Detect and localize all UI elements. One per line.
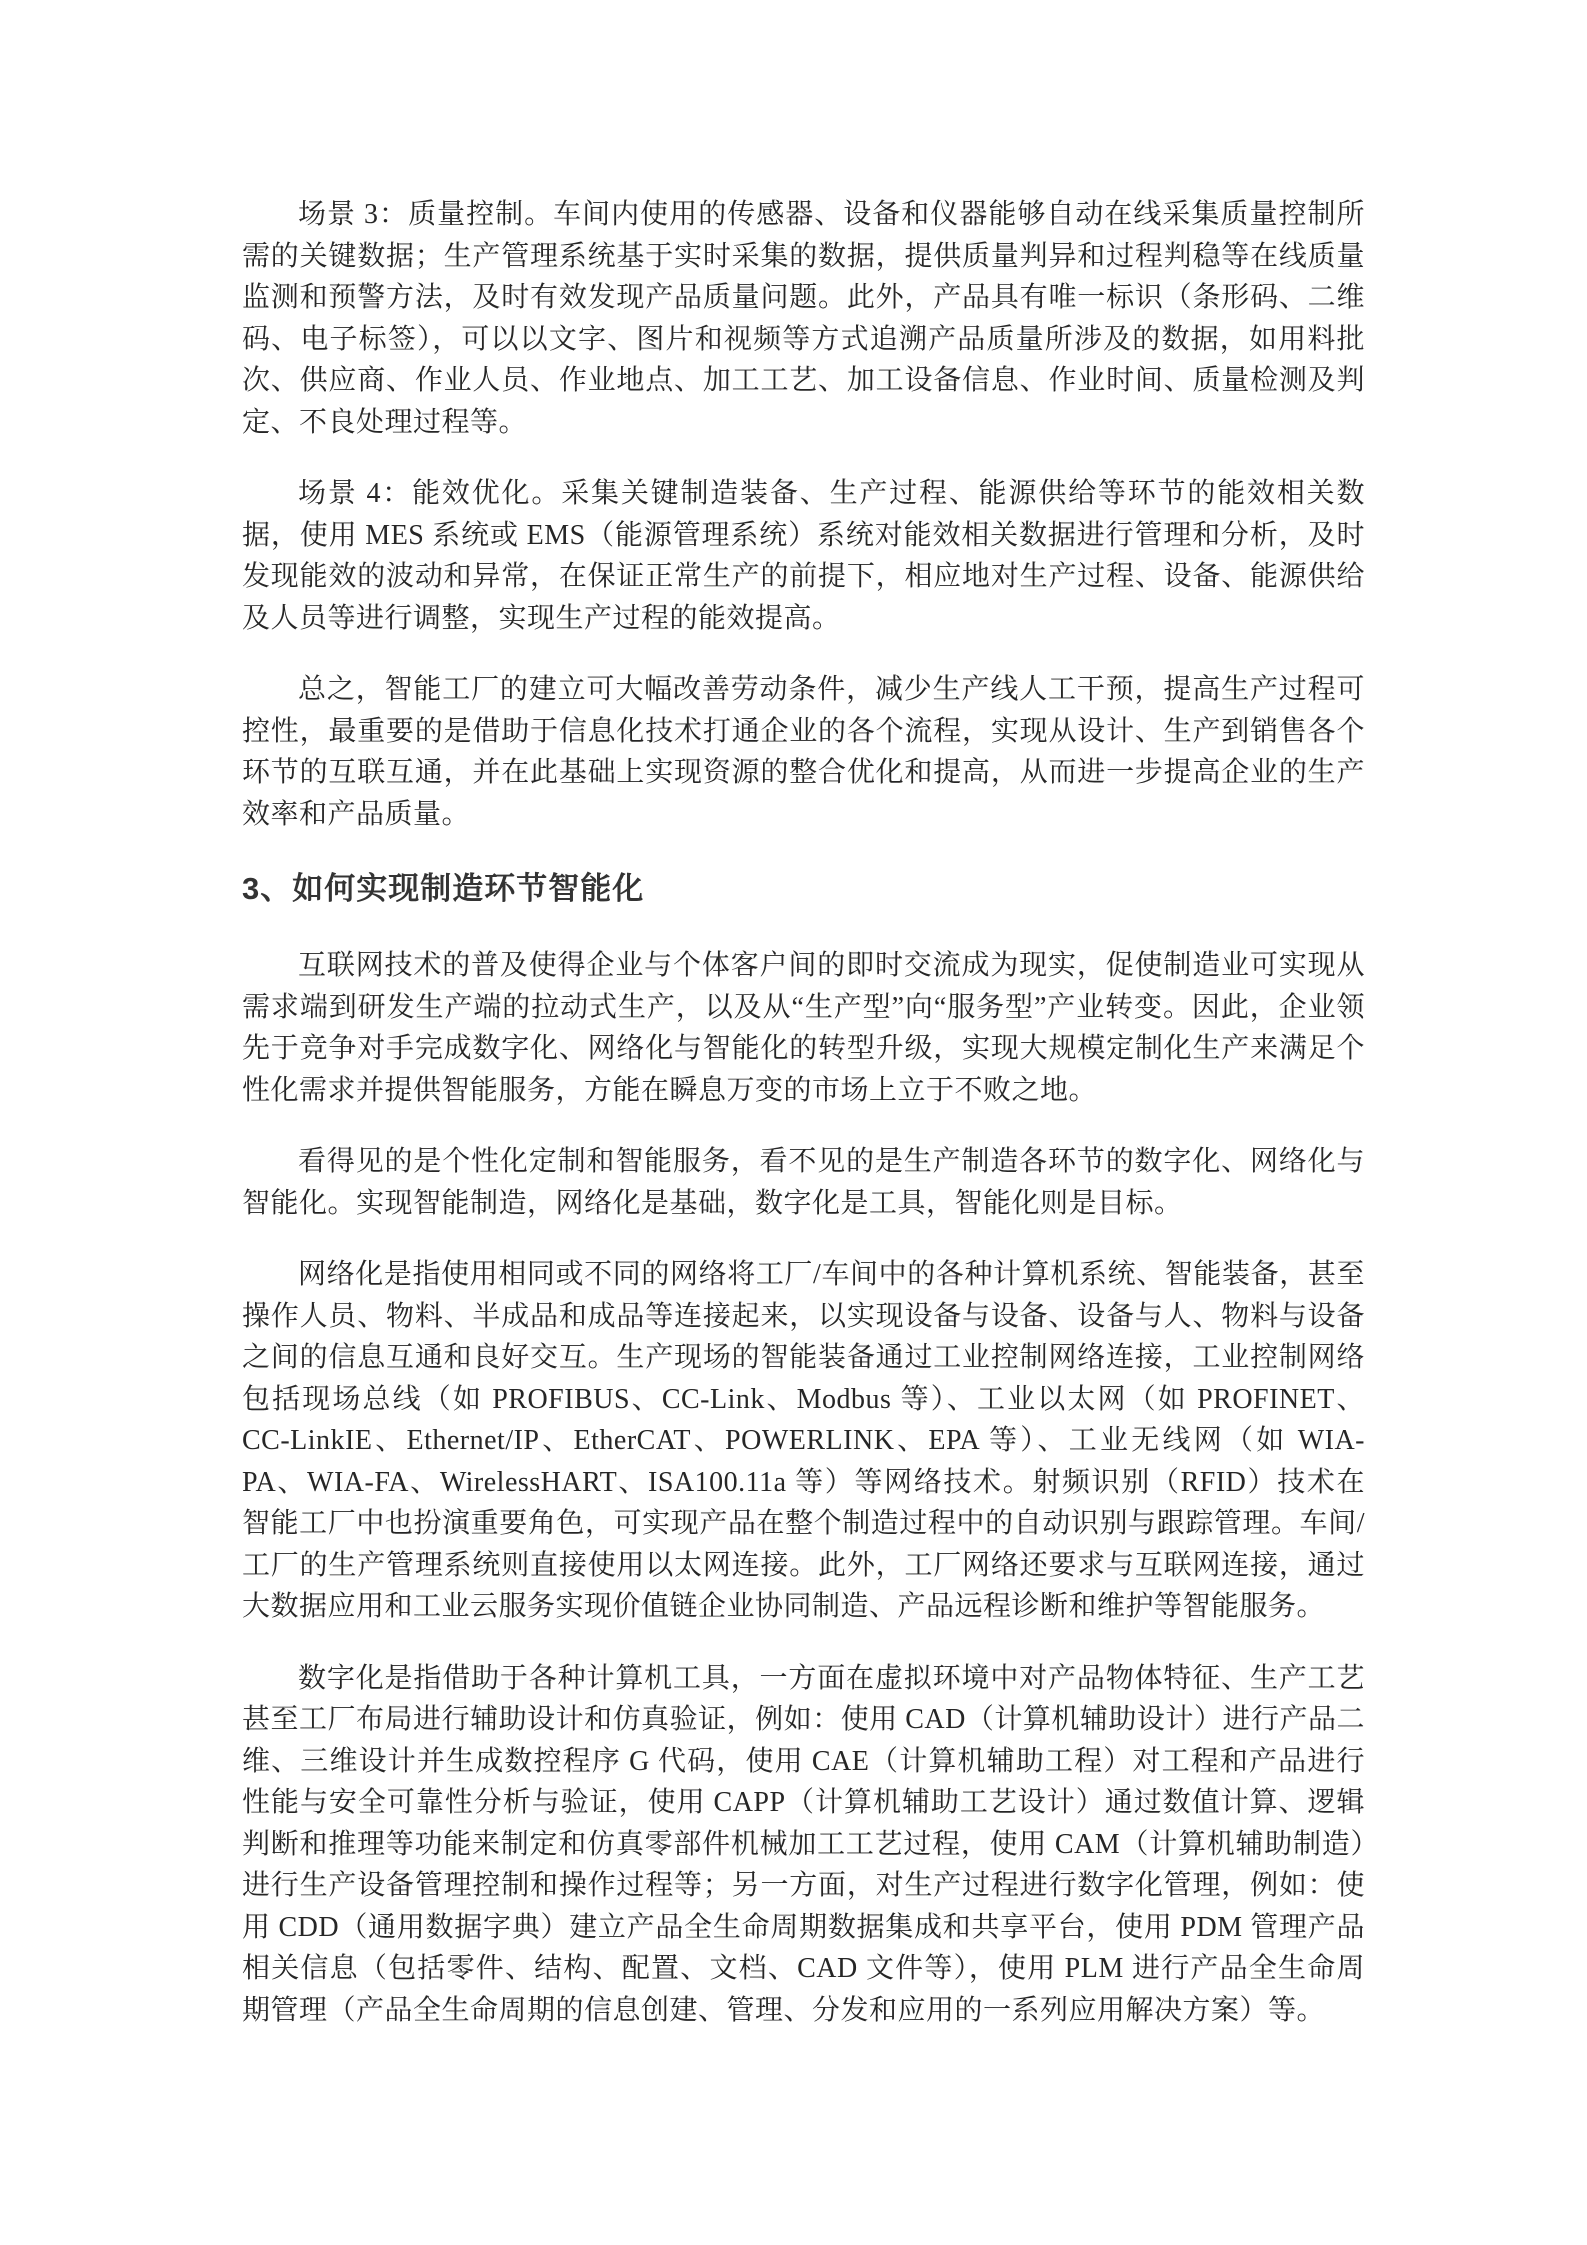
paragraph-visible-invisible-digitalization: 看得见的是个性化定制和智能服务，看不见的是生产制造各环节的数字化、网络化与智能化。实现智能制造，网络化是基础，数字化是工具，智能化则是目标。: [242, 1146, 1365, 1219]
paragraph-networking-definition: 网络化是指使用相同或不同的网络将工厂/车间中的各种计算机系统、智能装备，甚至操作人员、物料、半成品和成品等连接起来，以实现设备与设备、设备与人、物料与设备之间的信息互通和良好交互。生产现场的智能装备通过工业控制网络连接，工业控制网络包括现场总线（如 PROFIBUS、CC-Link、Modbus 等）、工业以太网（如 PROFINET、CC-LinkIE、Ethernet/IP、EtherCAT、POWERLINK、EPA 等）、工业无线网（如 WIA-PA、WIA-FA、WirelessHART、ISA100.11a 等）等网络技术。射频识别（RFID）技术在智能工厂中也扮演重要角色，可实现产品在整个制造过程中的自动识别与跟踪管理。车间/工厂的生产管理系统则直接使用以太网连接。此外，工厂网络还要求与互联网连接，通过大数据应用和工业云服务实现价值链企业协同制造、产品远程诊断和维护等智能服务。: [242, 1259, 1365, 1622]
section-heading-how-to-realize-intelligent-manufacturing: 3、如何实现制造环节智能化: [242, 871, 645, 906]
paragraph-scene4-energy-optimization: 场景 4：能效优化。采集关键制造装备、生产过程、能源供给等环节的能效相关数据，使用 MES 系统或 EMS（能源管理系统）系统对能效相关数据进行管理和分析，及时发现能效的波动和异常，在保证正常生产的前提下，相应地对生产过程、设备、能源供给及人员等进行调整，实现生产过程的能效提高。: [242, 478, 1365, 634]
paragraph-digitization-definition: 数字化是指借助于各种计算机工具，一方面在虚拟环境中对产品物体特征、生产工艺甚至工厂布局进行辅助设计和仿真验证，例如：使用 CAD（计算机辅助设计）进行产品二维、三维设计并生成数控程序 G 代码，使用 CAE（计算机辅助工程）对工程和产品进行性能与安全可靠性分析与验证，使用 CAPP（计算机辅助工艺设计）通过数值计算、逻辑判断和推理等功能来制定和仿真零部件机械加工工艺过程，使用 CAM（计算机辅助制造）进行生产设备管理控制和操作过程等；另一方面，对生产过程进行数字化管理，例如：使用 CDD（通用数据字典）建立产品全生命周期数据集成和共享平台，使用 PDM 管理产品相关信息（包括零件、结构、配置、文档、CAD 文件等），使用 PLM 进行产品全生命周期管理（产品全生命周期的信息创建、管理、分发和应用的一系列应用解决方案）等。: [242, 1662, 1365, 2026]
document-body: [242, 194, 1365, 2061]
paragraph-internet-pull-production: 互联网技术的普及使得企业与个体客户间的即时交流成为现实，促使制造业可实现从需求端到研发生产端的拉动式生产，以及从“生产型”向“服务型”产业转变。因此，企业领先于竞争对手完成数字化、网络化与智能化的转型升级，实现大规模定制化生产来满足个性化需求并提供智能服务，方能在瞬息万变的市场上立于不败之地。: [242, 950, 1365, 1106]
paragraph-scene3-quality-control: 场景 3：质量控制。车间内使用的传感器、设备和仪器能够自动在线采集质量控制所需的关键数据；生产管理系统基于实时采集的数据，提供质量判异和过程判稳等在线质量监测和预警方法，及时有效发现产品质量问题。此外，产品具有唯一标识（条形码、二维码、电子标签），可以以文字、图片和视频等方式追溯产品质量所涉及的数据，如用料批次、供应商、作业人员、作业地点、加工工艺、加工设备信息、作业时间、质量检测及判定、不良处理过程等。: [242, 199, 1365, 438]
paragraph-smart-factory-summary: 总之，智能工厂的建立可大幅改善劳动条件，减少生产线人工干预，提高生产过程可控性，最重要的是借助于信息化技术打通企业的各个流程，实现从设计、生产到销售各个环节的互联互通，并在此基础上实现资源的整合优化和提高，从而进一步提高企业的生产效率和产品质量。: [242, 674, 1365, 830]
